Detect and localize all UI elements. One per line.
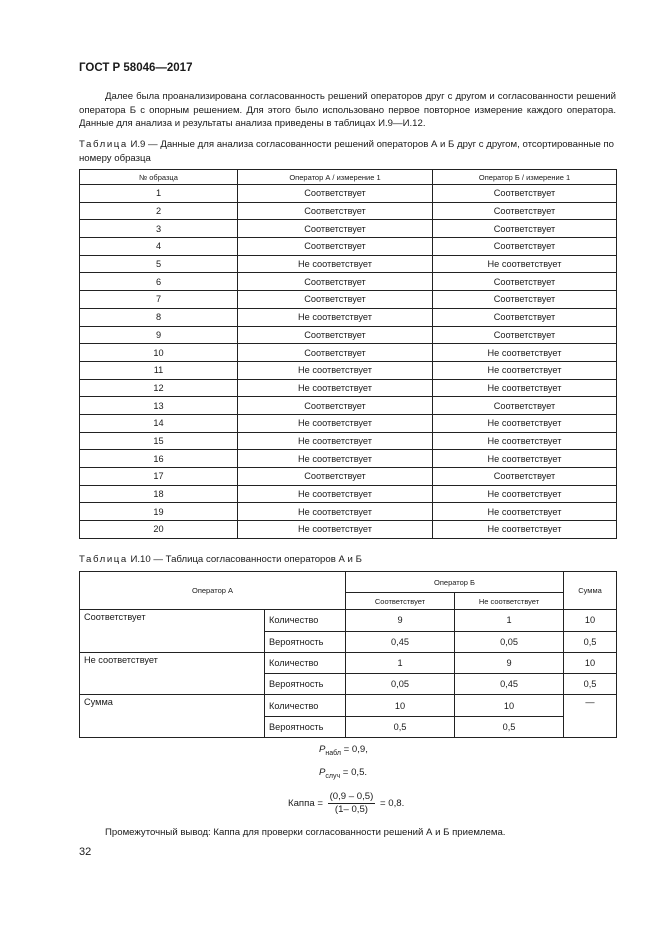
sample-number-cell: 13 <box>80 397 238 415</box>
cell-value: 0,5 <box>455 716 564 737</box>
table-row <box>80 238 617 256</box>
row-label: Вероятность <box>265 674 346 695</box>
operator-b-cell: Не соответствует <box>433 255 617 273</box>
formula-kappa-label: Каппа = <box>288 798 323 810</box>
operator-b-cell: Не соответствует <box>433 521 617 539</box>
operator-a-cell: Соответствует <box>238 344 433 362</box>
formula-subscript: набл <box>325 750 341 757</box>
operator-a-cell: Не соответствует <box>238 255 433 273</box>
cell-value: 0,05 <box>455 631 564 652</box>
row-label: Количество <box>265 652 346 673</box>
table-row <box>80 397 617 415</box>
table9-caption-label: Таблица <box>79 139 128 150</box>
table-row <box>80 503 617 521</box>
operator-a-cell: Не соответствует <box>238 414 433 432</box>
sample-number-cell: 4 <box>80 238 238 256</box>
cell-sum: 0,5 <box>564 674 617 695</box>
operator-a-cell: Не соответствует <box>238 485 433 503</box>
intro-paragraph: Далее была проанализирована согласованность решений операторов друг с другом и согласованности решений оператора Б с опорным решением. Для этого было использовано первое повторное измерение каждого оператора. Данные для анализа и результаты анализа приведены в таблицах И.9—И.12. <box>79 91 616 129</box>
operator-a-cell: Соответствует <box>238 291 433 309</box>
operator-b-cell: Соответствует <box>433 308 617 326</box>
cell-value: 10 <box>346 695 455 716</box>
operator-b-cell: Не соответствует <box>433 432 617 450</box>
operator-b-cell: Соответствует <box>433 291 617 309</box>
formula-kappa-denominator: (1– 0,5) <box>334 804 368 815</box>
table-row <box>80 326 617 344</box>
table-row <box>80 432 617 450</box>
formula-kappa-result: = 0,8. <box>380 798 405 810</box>
table9-header-operator-b: Оператор Б / измерение 1 <box>433 170 617 185</box>
table9-header-operator-a: Оператор А / измерение 1 <box>238 170 433 185</box>
table10-header-sum: Сумма <box>564 572 617 610</box>
sample-number-cell: 19 <box>80 503 238 521</box>
operator-a-cell: Соответствует <box>238 273 433 291</box>
formula-value: = 0,9, <box>340 744 368 755</box>
table-row <box>80 361 617 379</box>
operator-a-cell: Соответствует <box>238 468 433 486</box>
table-row <box>80 185 617 203</box>
operator-a-cell: Не соответствует <box>238 432 433 450</box>
table-row <box>80 220 617 238</box>
cell-value: 9 <box>455 652 564 673</box>
conclusion-text: Промежуточный вывод: Каппа для проверки согласованности решений А и Б приемлема. <box>105 827 506 838</box>
formula-kappa-fraction <box>328 791 376 816</box>
group-label-match: Соответствует <box>80 610 265 653</box>
table-row <box>80 308 617 326</box>
sample-number-cell: 5 <box>80 255 238 273</box>
table-row <box>80 468 617 486</box>
sample-number-cell: 15 <box>80 432 238 450</box>
operator-b-cell: Соответствует <box>433 273 617 291</box>
cell-sum-total: — <box>564 695 617 738</box>
sample-number-cell: 8 <box>80 308 238 326</box>
sample-number-cell: 9 <box>80 326 238 344</box>
cell-value: 1 <box>455 610 564 631</box>
row-label: Вероятность <box>265 716 346 737</box>
sample-number-cell: 18 <box>80 485 238 503</box>
operator-b-cell: Соответствует <box>433 202 617 220</box>
sample-number-cell: 16 <box>80 450 238 468</box>
operator-a-cell: Соответствует <box>238 397 433 415</box>
operator-a-cell: Не соответствует <box>238 379 433 397</box>
formula-kappa-numerator: (0,9 – 0,5) <box>329 791 374 802</box>
table10-caption <box>79 553 616 567</box>
operator-a-cell: Соответствует <box>238 326 433 344</box>
page-number: 32 <box>79 846 92 858</box>
table10-header-row-1 <box>80 572 617 593</box>
operator-a-cell: Не соответствует <box>238 521 433 539</box>
operator-a-cell: Соответствует <box>238 185 433 203</box>
operator-a-cell: Соответствует <box>238 238 433 256</box>
operator-a-cell: Соответствует <box>238 202 433 220</box>
operator-b-cell: Соответствует <box>433 185 617 203</box>
table-row <box>80 414 617 432</box>
sample-number-cell: 3 <box>80 220 238 238</box>
table10-header-operator-b: Оператор Б <box>346 572 564 593</box>
sample-number-cell: 10 <box>80 344 238 362</box>
operator-a-cell: Соответствует <box>238 220 433 238</box>
cell-value: 1 <box>346 652 455 673</box>
table-row <box>80 450 617 468</box>
table-row <box>80 695 617 716</box>
table10-subheader-nomatch: Не соответствует <box>455 593 564 610</box>
table10-caption-label: Таблица <box>79 554 128 565</box>
cell-sum: 10 <box>564 610 617 631</box>
group-label-sum: Сумма <box>80 695 265 738</box>
cell-sum: 0,5 <box>564 631 617 652</box>
table9 <box>79 169 617 539</box>
operator-b-cell: Не соответствует <box>433 414 617 432</box>
row-label: Количество <box>265 695 346 716</box>
operator-b-cell: Не соответствует <box>433 503 617 521</box>
operator-b-cell: Соответствует <box>433 220 617 238</box>
table-row <box>80 273 617 291</box>
table10 <box>79 571 617 738</box>
sample-number-cell: 11 <box>80 361 238 379</box>
sample-number-cell: 7 <box>80 291 238 309</box>
table-row <box>80 485 617 503</box>
table-row <box>80 379 617 397</box>
formula-kappa <box>288 791 404 816</box>
table9-header-row <box>80 170 617 185</box>
operator-a-cell: Не соответствует <box>238 361 433 379</box>
cell-value: 0,05 <box>346 674 455 695</box>
operator-b-cell: Не соответствует <box>433 379 617 397</box>
sample-number-cell: 12 <box>80 379 238 397</box>
operator-a-cell: Не соответствует <box>238 450 433 468</box>
table-row <box>80 291 617 309</box>
cell-value: 10 <box>455 695 564 716</box>
table-row <box>80 344 617 362</box>
operator-b-cell: Соответствует <box>433 397 617 415</box>
table10-subheader-match: Соответствует <box>346 593 455 610</box>
operator-b-cell: Не соответствует <box>433 344 617 362</box>
table9-caption <box>79 138 616 165</box>
cell-value: 9 <box>346 610 455 631</box>
cell-value: 0,45 <box>346 631 455 652</box>
operator-b-cell: Не соответствует <box>433 361 617 379</box>
row-label: Количество <box>265 610 346 631</box>
formula-p-random <box>319 767 367 778</box>
operator-b-cell: Не соответствует <box>433 450 617 468</box>
cell-value: 0,5 <box>346 716 455 737</box>
sample-number-cell: 14 <box>80 414 238 432</box>
operator-b-cell: Соответствует <box>433 238 617 256</box>
operator-a-cell: Не соответствует <box>238 308 433 326</box>
row-label: Вероятность <box>265 631 346 652</box>
sample-number-cell: 1 <box>80 185 238 203</box>
operator-b-cell: Не соответствует <box>433 485 617 503</box>
group-label-nomatch: Не соответствует <box>80 652 265 695</box>
table-row <box>80 255 617 273</box>
formula-value: = 0,5. <box>340 767 368 778</box>
operator-a-cell: Не соответствует <box>238 503 433 521</box>
formula-symbol: P <box>319 767 326 778</box>
formula-subscript: случ <box>325 773 341 780</box>
operator-b-cell: Соответствует <box>433 468 617 486</box>
cell-value: 0,45 <box>455 674 564 695</box>
table9-header-sample: № образца <box>80 170 238 185</box>
sample-number-cell: 6 <box>80 273 238 291</box>
cell-sum: 10 <box>564 652 617 673</box>
sample-number-cell: 20 <box>80 521 238 539</box>
operator-b-cell: Соответствует <box>433 326 617 344</box>
standard-number: ГОСТ Р 58046—2017 <box>79 62 193 74</box>
table10-caption-text: И.10 — Таблица согласованности операторов А и Б <box>130 554 362 565</box>
table9-caption-text: И.9 — Данные для анализа согласованности решений операторов А и Б друг с другом, отсортированные по номеру образца <box>79 139 614 164</box>
table-row <box>80 202 617 220</box>
table10-header-operator-a: Оператор А <box>80 572 346 610</box>
sample-number-cell: 2 <box>80 202 238 220</box>
formula-symbol: P <box>319 744 326 755</box>
table-row <box>80 610 617 631</box>
sample-number-cell: 17 <box>80 468 238 486</box>
formula-p-observed <box>319 744 368 755</box>
table-row <box>80 652 617 673</box>
table-row <box>80 521 617 539</box>
